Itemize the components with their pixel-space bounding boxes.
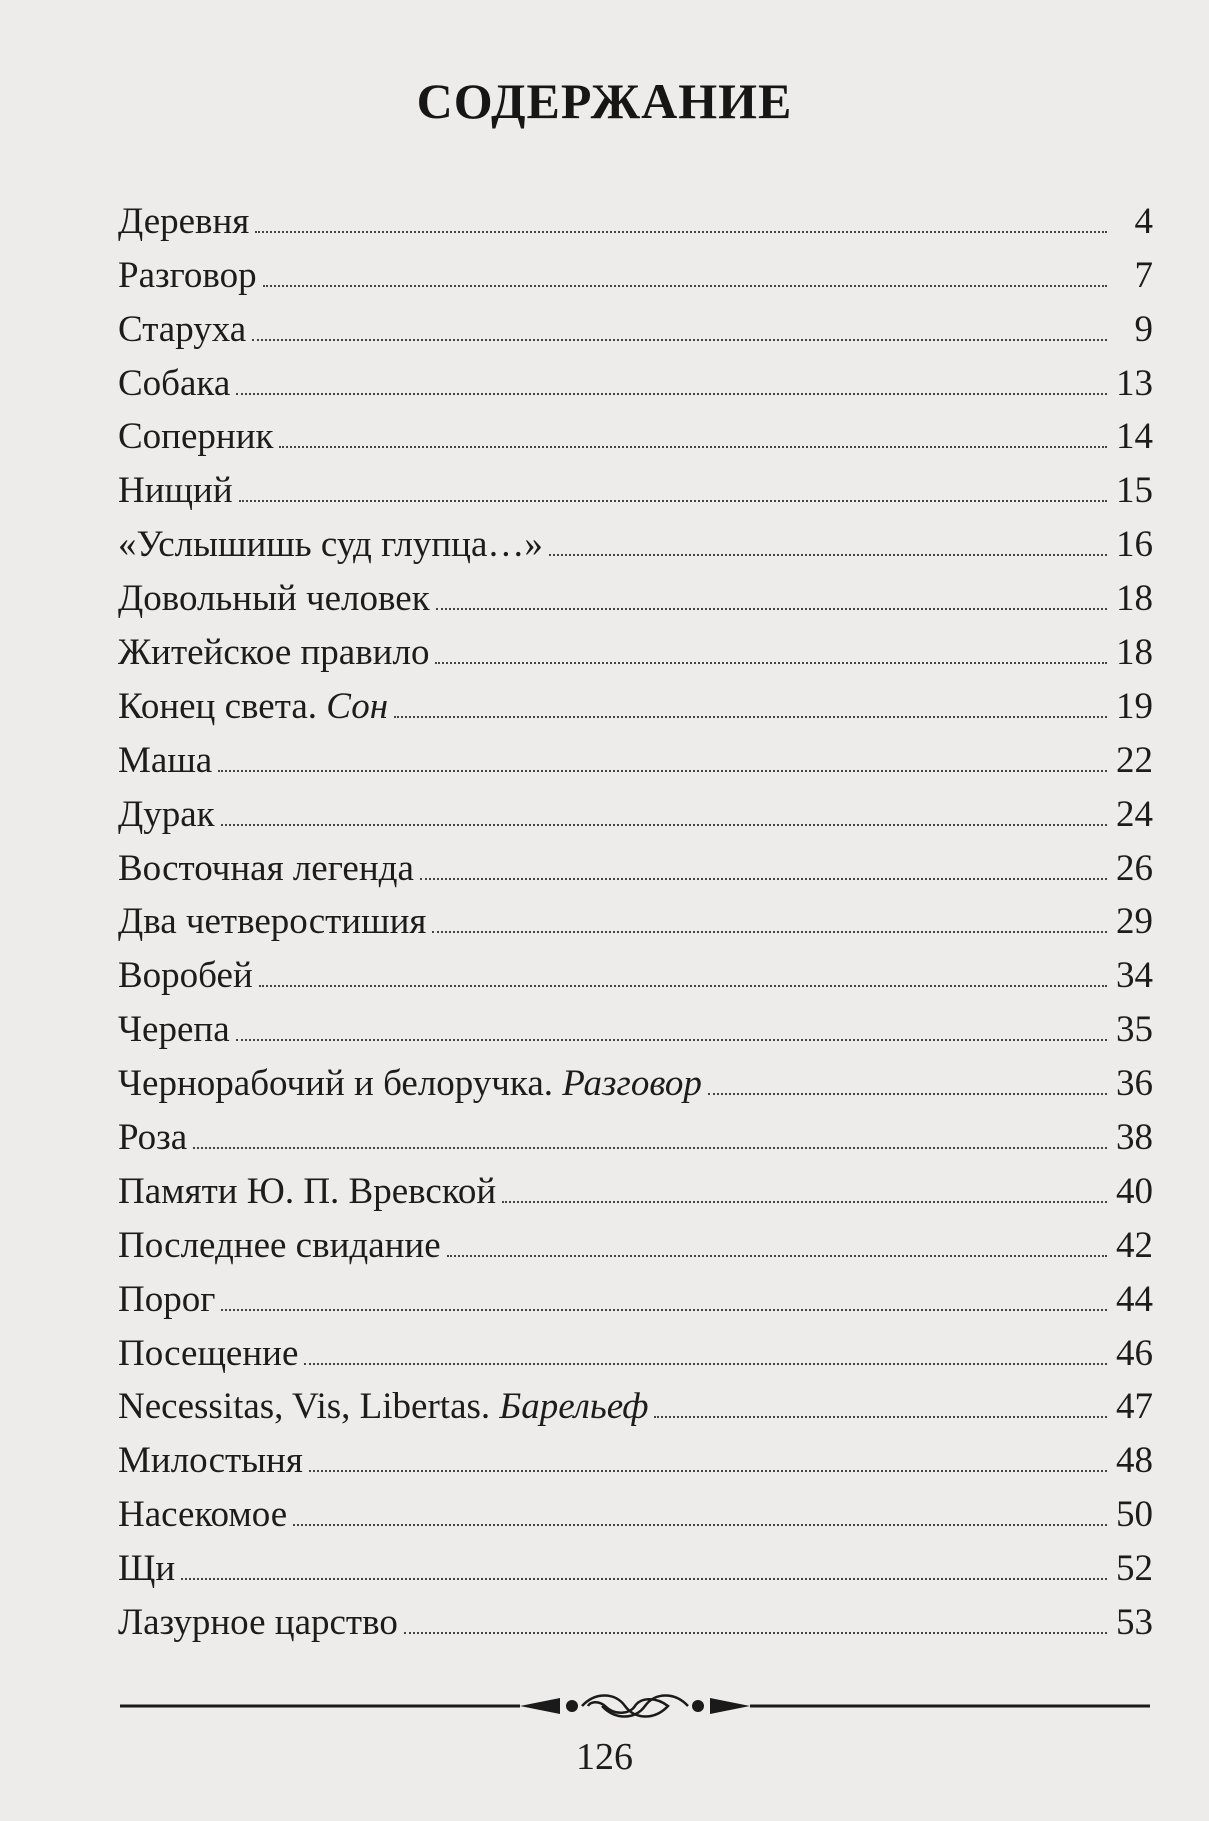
toc-entry-title-text: Деревня bbox=[118, 200, 250, 242]
dot-leader bbox=[236, 393, 1107, 395]
toc-entry bbox=[118, 186, 1153, 240]
toc-entry bbox=[118, 779, 1153, 833]
toc-entry-page-number: 44 bbox=[1116, 1278, 1153, 1320]
toc-entry-page-number: 9 bbox=[1134, 308, 1153, 350]
toc-entry bbox=[118, 294, 1153, 348]
toc-entry bbox=[118, 725, 1153, 779]
toc-entry-title bbox=[118, 1548, 181, 1590]
toc-entry-title-text: Воробей bbox=[118, 955, 253, 997]
toc-entry-title-text: Necessitas, Vis, Libertas. bbox=[118, 1386, 491, 1428]
dot-leader bbox=[193, 1147, 1107, 1149]
dot-leader bbox=[255, 231, 1107, 233]
toc-entry-title-text: Нищий bbox=[118, 470, 233, 512]
toc-entry-page-number: 53 bbox=[1116, 1602, 1153, 1644]
toc-entry bbox=[118, 1425, 1153, 1482]
toc-entry-title-text: Два четверостишия bbox=[118, 901, 427, 943]
toc-entry-title bbox=[118, 578, 436, 620]
toc-entry bbox=[118, 1479, 1153, 1536]
dot-leader bbox=[181, 1578, 1107, 1580]
toc-entry-subtitle: Барельеф bbox=[499, 1386, 649, 1428]
toc-entry-title-text: Разговор bbox=[118, 254, 257, 296]
toc-entry-title bbox=[118, 632, 435, 674]
toc-entry-title bbox=[118, 1063, 708, 1105]
toc-entry-title bbox=[118, 1224, 447, 1266]
toc-entry-page-number: 14 bbox=[1116, 416, 1153, 458]
toc-entry-page-number: 35 bbox=[1116, 1009, 1153, 1051]
dot-leader bbox=[502, 1201, 1107, 1203]
toc-entry-page-number: 42 bbox=[1116, 1224, 1153, 1266]
toc-entry bbox=[118, 509, 1153, 566]
toc-entry-page-number: 50 bbox=[1116, 1494, 1153, 1536]
dot-leader bbox=[293, 1524, 1107, 1526]
toc-entry-title-text: Черепа bbox=[118, 1009, 230, 1051]
table-of-contents bbox=[118, 186, 1153, 1644]
toc-entry-title-text: Памяти Ю. П. Вревской bbox=[118, 1170, 497, 1212]
toc-entry bbox=[118, 402, 1153, 456]
toc-entry-title bbox=[118, 362, 236, 404]
dot-leader bbox=[432, 931, 1107, 933]
dot-leader bbox=[447, 1255, 1107, 1257]
toc-entry bbox=[118, 671, 1153, 725]
dot-leader bbox=[404, 1632, 1107, 1634]
toc-entry-page-number: 22 bbox=[1116, 739, 1153, 781]
toc-entry bbox=[118, 1048, 1153, 1105]
toc-entry-title-text: Восточная легенда bbox=[118, 847, 414, 889]
dot-leader bbox=[436, 608, 1107, 610]
toc-entry-title-text: Конец света. bbox=[118, 685, 318, 727]
toc-entry-title bbox=[118, 254, 263, 296]
toc-entry-subtitle: Сон bbox=[326, 685, 389, 727]
toc-entry-page-number: 4 bbox=[1134, 200, 1153, 242]
dot-leader bbox=[259, 985, 1107, 987]
dot-leader bbox=[435, 662, 1107, 664]
toc-entry-title bbox=[118, 901, 432, 943]
toc-entry-page-number: 15 bbox=[1116, 470, 1153, 512]
toc-entry bbox=[118, 563, 1153, 620]
toc-entry-page-number: 18 bbox=[1116, 578, 1153, 620]
toc-entry-page-number: 38 bbox=[1116, 1117, 1153, 1159]
toc-entry-title bbox=[118, 1009, 236, 1051]
toc-entry-title-text: Чернорабочий и белоручка. bbox=[118, 1063, 554, 1105]
toc-entry-title-text: Милостыня bbox=[118, 1440, 303, 1482]
toc-entry-title-text: Соперник bbox=[118, 416, 274, 458]
toc-entry-title bbox=[118, 1386, 654, 1428]
toc-entry bbox=[118, 240, 1153, 294]
toc-entry-title bbox=[118, 955, 259, 997]
toc-entry-title bbox=[118, 416, 279, 458]
toc-entry-title bbox=[118, 470, 239, 512]
toc-entry bbox=[118, 940, 1153, 997]
dot-leader bbox=[304, 1363, 1107, 1365]
dot-leader bbox=[708, 1093, 1107, 1095]
dot-leader bbox=[654, 1416, 1107, 1418]
toc-entry-title bbox=[118, 847, 420, 889]
toc-entry-title-text: Житейское правило bbox=[118, 632, 430, 674]
toc-entry-title-text: Насекомое bbox=[118, 1494, 288, 1536]
toc-entry-page-number: 7 bbox=[1134, 254, 1153, 296]
dot-leader bbox=[252, 339, 1107, 341]
toc-entry-title bbox=[118, 1494, 293, 1536]
ornamental-divider bbox=[120, 1688, 1150, 1724]
toc-entry-page-number: 36 bbox=[1116, 1063, 1153, 1105]
toc-entry bbox=[118, 833, 1153, 887]
toc-entry-title bbox=[118, 1602, 404, 1644]
toc-entry bbox=[118, 455, 1153, 512]
toc-entry-title bbox=[118, 1332, 304, 1374]
toc-entry-title bbox=[118, 1278, 221, 1320]
toc-entry-page-number: 52 bbox=[1116, 1548, 1153, 1590]
toc-entry-page-number: 40 bbox=[1116, 1170, 1153, 1212]
toc-entry bbox=[118, 1587, 1153, 1644]
toc-entry-title-text: Порог bbox=[118, 1278, 216, 1320]
toc-entry-page-number: 13 bbox=[1116, 362, 1153, 404]
toc-entry bbox=[118, 1264, 1153, 1318]
toc-entry bbox=[118, 994, 1153, 1051]
dot-leader bbox=[309, 1470, 1107, 1472]
dot-leader bbox=[263, 285, 1107, 287]
toc-entry-title bbox=[118, 308, 252, 350]
toc-entry-page-number: 46 bbox=[1116, 1332, 1153, 1374]
toc-entry-page-number: 26 bbox=[1116, 847, 1153, 889]
toc-entry-title-text: Собака bbox=[118, 362, 231, 404]
toc-entry-title bbox=[118, 524, 549, 566]
toc-entry-title-text: Посещение bbox=[118, 1332, 299, 1374]
dot-leader bbox=[279, 446, 1107, 448]
toc-entry-page-number: 16 bbox=[1116, 524, 1153, 566]
toc-entry-title-text: Старуха bbox=[118, 308, 247, 350]
dot-leader bbox=[239, 500, 1107, 502]
toc-entry-page-number: 48 bbox=[1116, 1440, 1153, 1482]
toc-entry-title-text: «Услышишь суд глупца…» bbox=[118, 524, 543, 566]
toc-entry-title-text: Последнее свидание bbox=[118, 1224, 441, 1266]
toc-entry-title-text: Дурак bbox=[118, 793, 215, 835]
toc-entry-title bbox=[118, 1117, 193, 1159]
toc-entry-title bbox=[118, 793, 221, 835]
page-title: СОДЕРЖАНИЕ bbox=[416, 73, 793, 129]
toc-entry-page-number: 34 bbox=[1116, 955, 1153, 997]
dot-leader bbox=[420, 878, 1107, 880]
toc-entry-page-number: 47 bbox=[1116, 1386, 1153, 1428]
toc-entry-title bbox=[118, 1170, 502, 1212]
toc-entry-title bbox=[118, 739, 218, 781]
toc-entry-title-text: Довольный человек bbox=[118, 578, 430, 620]
toc-entry-page-number: 19 bbox=[1116, 685, 1153, 727]
toc-entry bbox=[118, 1210, 1153, 1264]
toc-entry bbox=[118, 887, 1153, 941]
toc-entry-title bbox=[118, 200, 255, 242]
dot-leader bbox=[221, 824, 1107, 826]
dot-leader bbox=[394, 716, 1107, 718]
toc-entry-title bbox=[118, 685, 394, 727]
toc-entry-page-number: 18 bbox=[1116, 632, 1153, 674]
toc-entry-page-number: 29 bbox=[1116, 901, 1153, 943]
toc-entry bbox=[118, 617, 1153, 674]
toc-entry-page-number: 24 bbox=[1116, 793, 1153, 835]
toc-entry bbox=[118, 1372, 1153, 1426]
dot-leader bbox=[218, 770, 1107, 772]
dot-leader bbox=[236, 1039, 1107, 1041]
toc-entry-title-text: Лазурное царство bbox=[118, 1602, 398, 1644]
toc-entry bbox=[118, 1318, 1153, 1372]
toc-entry-title-text: Роза bbox=[118, 1117, 188, 1159]
dot-leader bbox=[221, 1309, 1107, 1311]
dot-leader bbox=[549, 554, 1107, 556]
toc-entry bbox=[118, 1102, 1153, 1159]
toc-entry-title-text: Маша bbox=[118, 739, 213, 781]
toc-entry-title bbox=[118, 1440, 309, 1482]
toc-entry-title-text: Щи bbox=[118, 1548, 176, 1590]
toc-entry bbox=[118, 1533, 1153, 1590]
toc-entry bbox=[118, 1156, 1153, 1210]
page-number: 126 bbox=[576, 1736, 633, 1778]
toc-entry-subtitle: Разговор bbox=[562, 1063, 702, 1105]
toc-entry bbox=[118, 348, 1153, 402]
